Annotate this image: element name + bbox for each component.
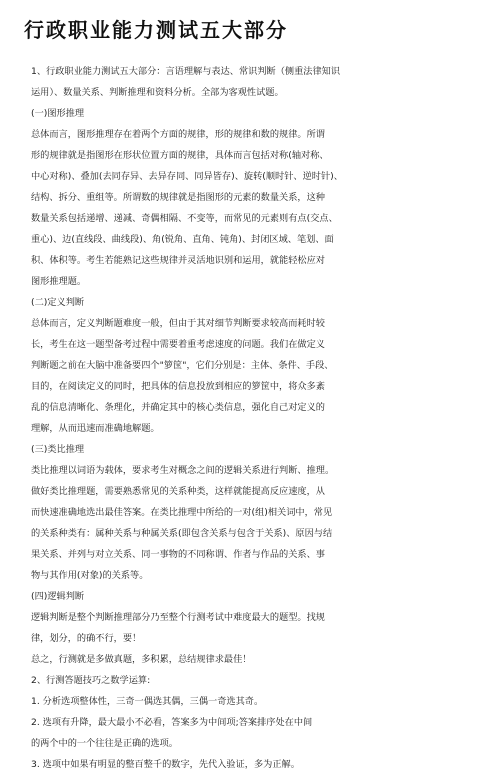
text-line: 数量关系包括递增、递减、奇偶相隔、不变等，而常见的元素则有点(交点、 <box>31 213 338 224</box>
text-line: 图形推理题。 <box>31 276 87 287</box>
section-heading: (一)图形推理 <box>31 108 85 119</box>
text-line: 而快速准确地选出最佳答案。在类比推理中所给的一对(组)相关词中，常见 <box>31 507 333 518</box>
text-line: 2、行测答题技巧之数学运算: <box>31 675 151 686</box>
text-line: 总之，行测就是多做真题，多积累，总结规律求最佳！ <box>31 654 252 665</box>
document-body <box>31 61 481 775</box>
text-line: 果关系、并列与对立关系、同一事物的不同称谓、作者与作品的关系、事 <box>31 549 325 560</box>
text-line: 理解，从而迅速而准确地解题。 <box>31 423 160 434</box>
list-item: 3. 选项中如果有明显的整百整千的数字，先代入验证，多为正解。 <box>31 759 300 770</box>
text-line: 乱的信息清晰化、条理化，并确定其中的核心类信息，强化自己对定义的 <box>31 402 325 413</box>
text-line: 判断题之前在大脑中准备要四个"箩筐"，它们分别是：主体、条件、手段、 <box>31 360 334 371</box>
text-line: 重心)、边(直线段、曲线段)、角(锐角、直角、钝角)、封闭区域、笔划、面 <box>31 234 334 245</box>
text-line: 形的规律就是指图形在形状位置方面的规律，具体而言包括对称(轴对称、 <box>31 150 329 161</box>
text-line: 的两个中的一个往往是正确的选项。 <box>31 738 178 749</box>
list-item: 1. 分析选项整体性，三奇一偶选其偶，三偶一奇选其奇。 <box>31 696 264 707</box>
text-line: 做好类比推理题，需要熟悉常见的关系种类，这样就能提高反应速度，从 <box>31 486 325 497</box>
text-line: 结构、拆分、重组等。所谓数的规律就是指图形的元素的数量关系，这种 <box>31 192 325 203</box>
list-item: 2. 选项有升降，最大最小不必看，答案多为中间项;答案排序处在中间 <box>31 717 313 728</box>
text-line: 长，考生在这一题型备考过程中需要着重考虑速度的问题。我们在做定义 <box>31 339 325 350</box>
document-title: 行政职业能力测试五大部分 <box>24 18 288 42</box>
section-heading: (二)定义判断 <box>31 297 85 308</box>
text-line: 物与其作用(对象)的关系等。 <box>31 570 149 581</box>
text-line: 逻辑判断是整个判断推理部分乃至整个行测考试中难度最大的题型。找规 <box>31 612 325 623</box>
text-line: 类比推理以词语为载体，要求考生对概念之间的逻辑关系进行判断、推理。 <box>31 465 335 476</box>
text-line: 目的，在阅读定义的同时，把具体的信息投放到相应的箩筐中，将众多紊 <box>31 381 325 392</box>
text-line: 积、体积等。考生若能熟记这些规律并灵活地识别和运用，就能轻松应对 <box>31 255 325 266</box>
text-line: 中心对称)、叠加(去同存异、去异存同、同异皆存)、旋转(顺时针、逆时针)、 <box>31 171 343 182</box>
text-line: 1、行政职业能力测试五大部分：言语理解与表达、常识判断（侧重法律知识 <box>31 66 341 77</box>
section-heading: (四)逻辑判断 <box>31 591 85 602</box>
text-line: 运用）、数量关系、判断推理和资料分析。全部为客观性试题。 <box>31 87 284 98</box>
text-line: 总体而言，定义判断题难度一般，但由于其对细节判断要求较高而耗时较 <box>31 318 325 329</box>
section-heading: (三)类比推理 <box>31 444 85 455</box>
text-line: 总体而言，图形推理存在着两个方面的规律，形的规律和数的规律。所谓 <box>31 129 325 140</box>
text-line: 律，划分，的确不行，要！ <box>31 633 142 644</box>
text-line: 的关系种类有：属种关系与种属关系(即包含关系与包含于关系)、原因与结 <box>31 528 333 539</box>
